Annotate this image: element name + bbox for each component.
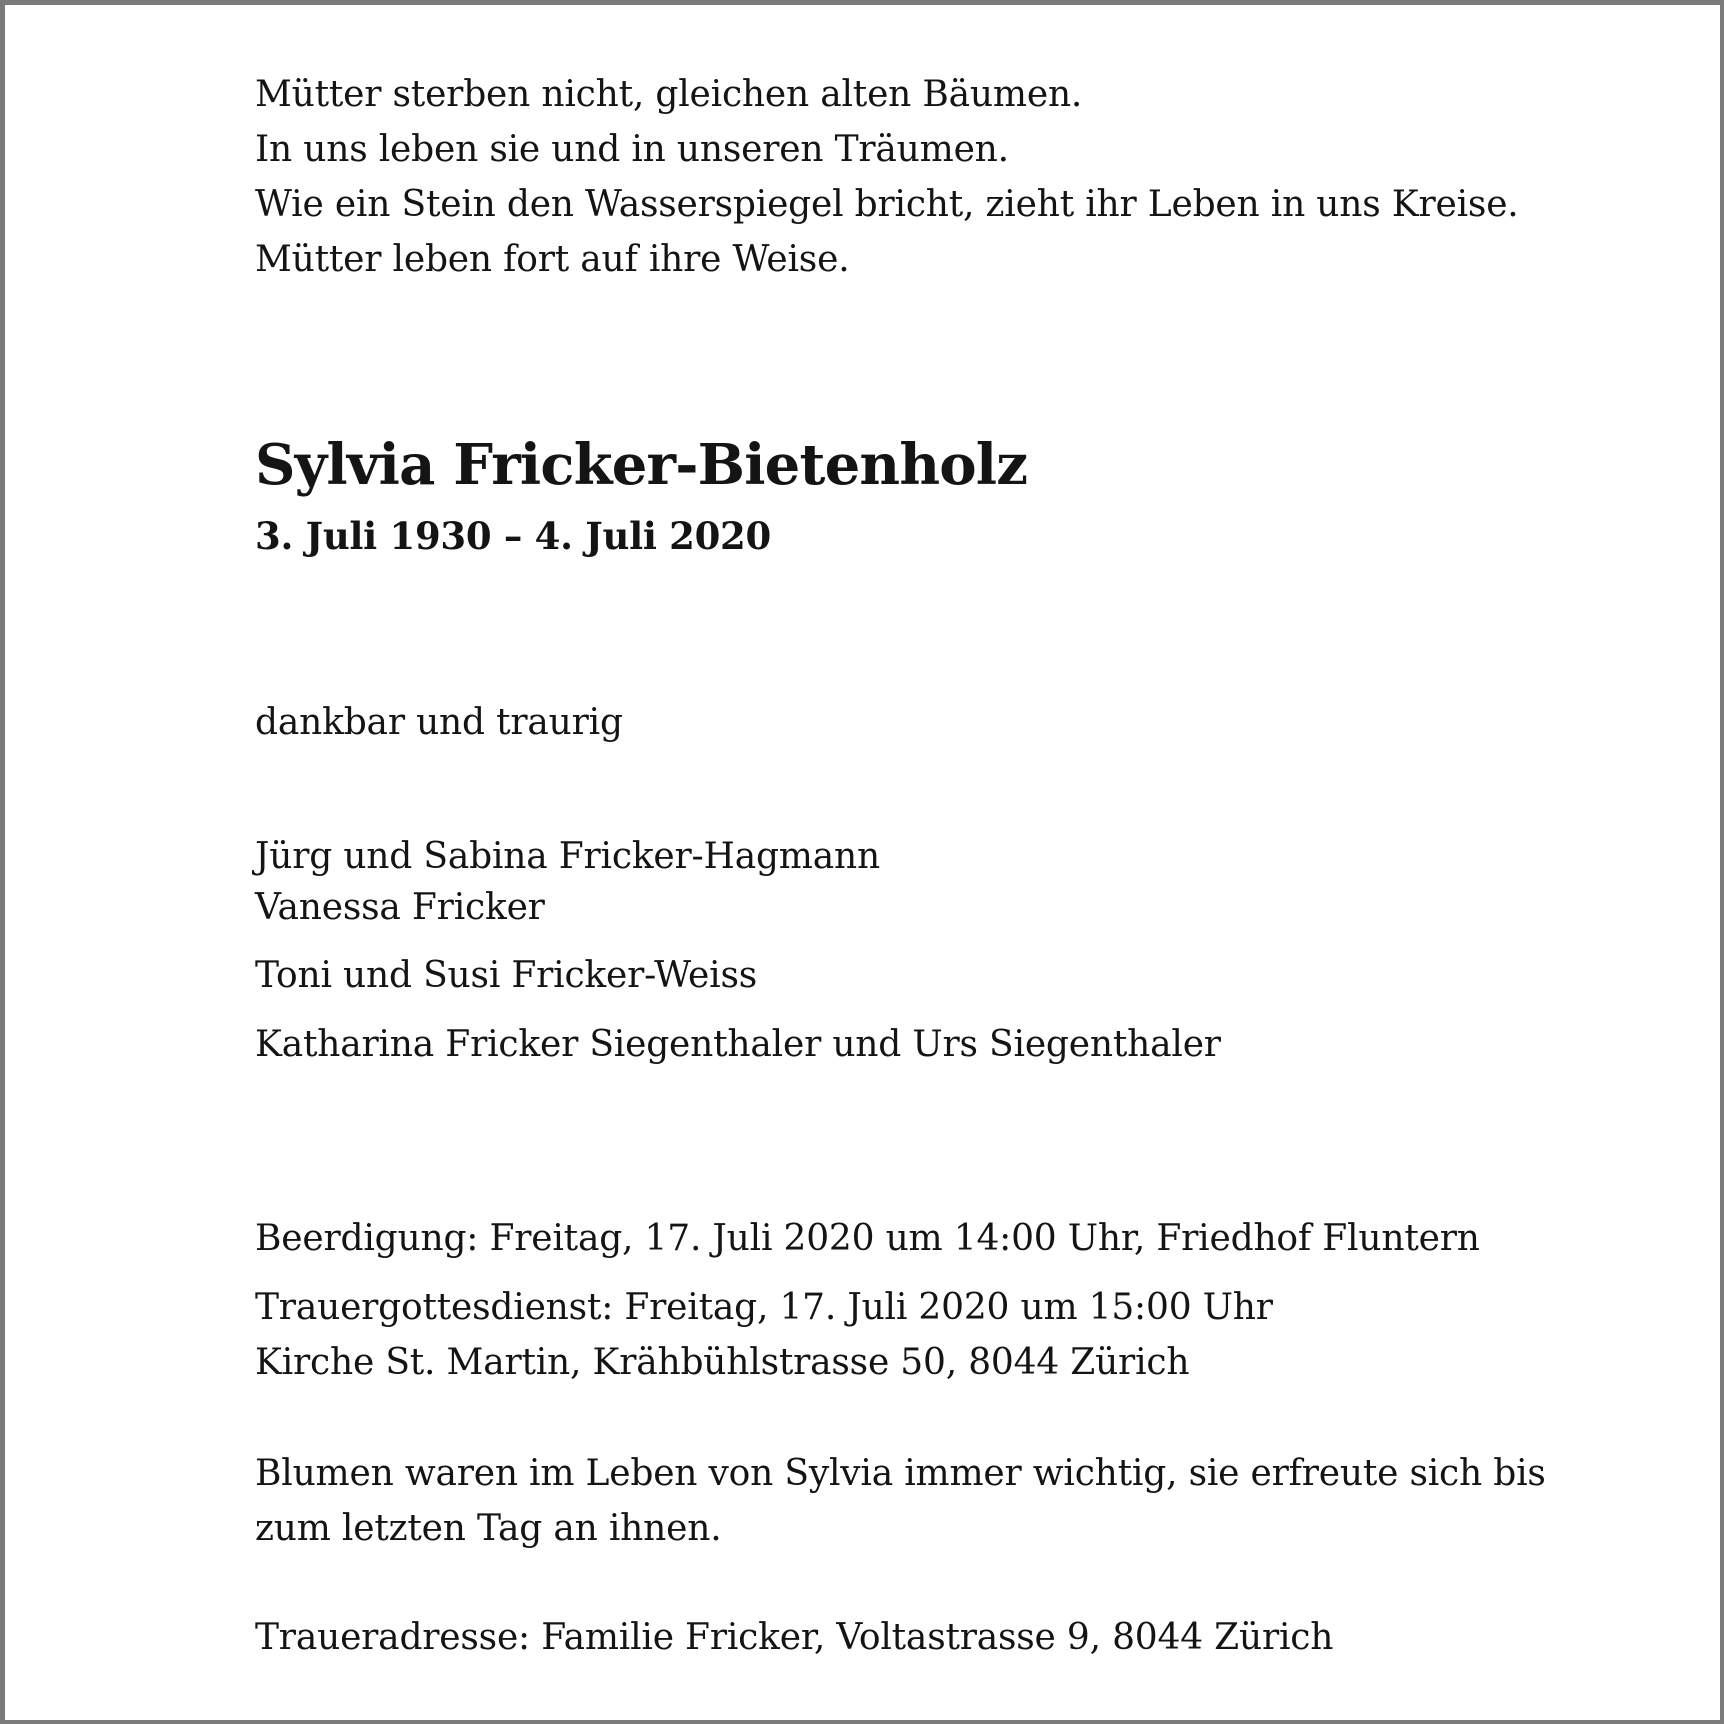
mourner-2: Vanessa Fricker	[255, 887, 545, 928]
service-location: Kirche St. Martin, Krähbühlstrasse 50, 8044 Zürich	[255, 1342, 1190, 1383]
poem-line-3: Wie ein Stein den Wasserspiegel bricht, zieht ihr Leben in uns Kreise.	[255, 184, 1519, 225]
flowers-line-2: zum letzten Tag an ihnen.	[255, 1508, 722, 1549]
poem-line-4: Mütter leben fort auf ihre Weise.	[255, 239, 850, 280]
service-info: Trauergottesdienst: Freitag, 17. Juli 2020 um 15:00 Uhr	[255, 1287, 1273, 1328]
burial-info: Beerdigung: Freitag, 17. Juli 2020 um 14:00 Uhr, Friedhof Fluntern	[255, 1218, 1480, 1259]
mourning-address: Traueradresse: Familie Fricker, Voltastrasse 9, 8044 Zürich	[255, 1617, 1334, 1658]
flowers-line-1: Blumen waren im Leben von Sylvia immer wichtig, sie erfreute sich bis	[255, 1453, 1546, 1494]
poem-line-2: In uns leben sie und in unseren Träumen.	[255, 129, 1009, 170]
mourner-4: Katharina Fricker Siegenthaler und Urs Siegenthaler	[255, 1024, 1221, 1065]
mourner-3: Toni und Susi Fricker-Weiss	[255, 955, 757, 996]
sentiment-text: dankbar und traurig	[255, 702, 623, 743]
poem-line-1: Mütter sterben nicht, gleichen alten Bäumen.	[255, 74, 1083, 115]
mourner-1: Jürg und Sabina Fricker-Hagmann	[255, 836, 880, 877]
deceased-name: Sylvia Fricker-Bietenholz	[255, 432, 1028, 498]
deceased-dates: 3. Juli 1930 – 4. Juli 2020	[255, 514, 771, 558]
